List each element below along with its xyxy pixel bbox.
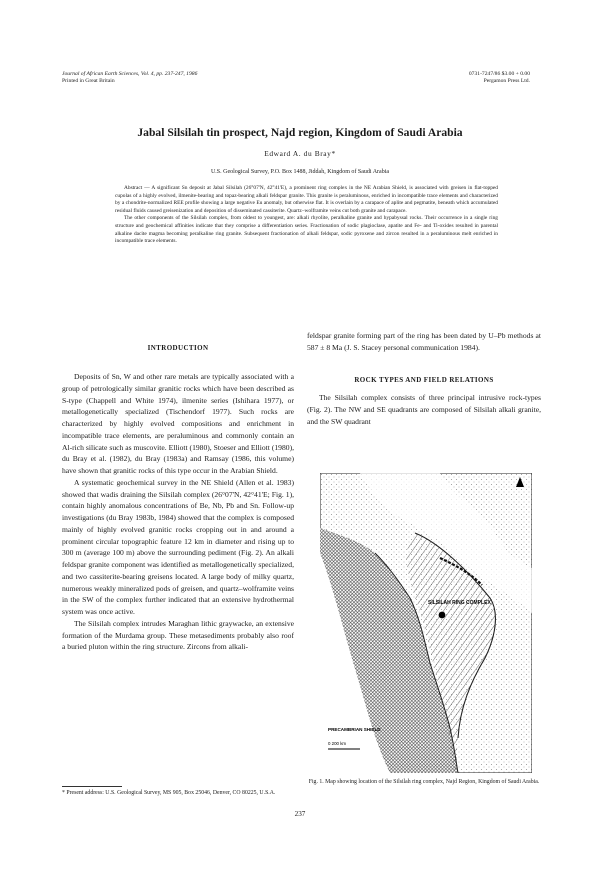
- silsilah-location-marker: [439, 612, 446, 619]
- journal-header-right: [350, 71, 530, 85]
- map-label-ring: SILSILAH RING COMPLEX: [428, 600, 491, 606]
- abstract-paragraph: The other components of the Silsilah complex, from oldest to youngest, are: alkali rhyolite, peralkaline granite and hypabyssal rocks. Their occurrence in a single ring structure and geochemical affinities indicate that they comprise a differentiation series. Fractionation of sodic plagioclase, apatite and Fe- and Ti-oxides resulted in parental alkaline dacite magma becoming peralkaline ring granite. Subsequent fractionation of alkali feldspar, sodic pyroxene and zircon resulted in a peraluminous melt enriched in incompatible trace elements.: [115, 215, 498, 245]
- footnote-rule: [62, 786, 122, 787]
- author-affiliation: U.S. Geological Survey, P.O. Box 1488, Jiddah, Kingdom of Saudi Arabia: [210, 169, 390, 175]
- journal-citation: Journal of African Earth Sciences, Vol. 4, pp. 237-247, 1986: [62, 71, 198, 77]
- body-paragraph: feldspar granite forming part of the ring has been dated by U–Pb methods at 587 ± 8 Ma (J. S. Stacey personal communication 1984).: [307, 331, 541, 352]
- rock-types-heading: ROCK TYPES AND FIELD RELATIONS: [354, 376, 494, 384]
- map-label-shield: PRECAMBRIAN SHIELD: [328, 727, 381, 732]
- map-scale-label: 0 200 km: [328, 741, 347, 746]
- print-location: Printed in Great Britain: [62, 78, 115, 84]
- right-column-text: [307, 392, 541, 427]
- article-title: Jabal Silsilah tin prospect, Najd region, Kingdom of Saudi Arabia: [137, 126, 463, 139]
- introduction-heading: INTRODUCTION: [147, 344, 209, 352]
- left-column-text: [62, 371, 294, 653]
- body-paragraph: A systematic geochemical survey in the NE Shield (Allen et al. 1983) showed that wadis draining the Silsilah complex (26°07'N, 42°41'E; Fig. 1), contain highly anomalous concentrations of Be, Nb, Pb and Sn. Follow-up investigations (du Bray 1983b, 1984) showed that the complex is composed mainly of highly evolved granitic rocks cropping out in and around a prominent circular topographic feature 12 km in diameter and rising up to 300 m (average 100 m) above the surrounding pediment (Fig. 2). An alkali feldspar granite component was identified as metallogenetically specialized, and two cassiterite-bearing greisens located. A large body of milky quartz, numerous weakly mineralized pods of greisen, and quartz–wolframite veins in the SW of the complex further indicated that an extensive hydrothermal system was once active.: [62, 477, 294, 616]
- figure-caption: Fig. 1. Map showing location of the Silsilah ring complex, Najd Region, Kingdom of Saudi Arabia.: [308, 779, 540, 785]
- journal-header-left: [62, 71, 312, 85]
- page-number: 237: [294, 810, 306, 818]
- body-paragraph: Deposits of Sn, W and other rare metals are typically associated with a group of petrologically similar granitic rocks which have been described as S-type (Chappell and White 1974), ilmenite series (Ishihara 1977), or metallogenetically specialized (Tischendorf 1977). Such rocks are characterized by highly evolved compositions and enrichment in incompatible trace elements, are peraluminous and commonly contain an Al-rich silicate such as muscovite. Elliott (1980), Stoeser and Elliott (1980), du Bray et al. (1982), du Bray (1983a) and Ramsay (1986, this volume) have shown that granitic rocks of this type occur in the Arabian Shield.: [62, 372, 294, 475]
- author-footnote: * Present address: U.S. Geological Survey, MS 905, Box 25046, Denver, CO 80225, U.S.A.: [62, 790, 276, 796]
- body-paragraph: The Silsilah complex intrudes Maraghan lithic graywacke, an extensive formation of the Murdama group. These metasediments probably also roof a buried pluton within the ring structure. Zircons from alkali-: [62, 618, 294, 652]
- right-column-continuation: [307, 330, 541, 354]
- abstract-paragraph: Abstract — A significant Sn deposit at Jabal Silsilah (26°07'N, 42°41'E), a prominent ring complex in the NE Arabian Shield, is associated with greisen in flat-topped cupolas of a highly evolved, ilmenite-bearing and topaz-bearing alkali feldspar granite. This granite is peraluminous, enriched in incompatible trace elements and characterized by a chondrite-normalized REE profile showing a large negative Eu anomaly, but otherwise flat. It is overlain by a carapace of aplite and pegmatite, beneath which accumulated residual fluids caused greisenization and deposition of disseminated cassiterite. Quartz–wolframite veins cut both granite and carapace.: [115, 185, 498, 214]
- article-author: Edward A. du Bray*: [264, 149, 336, 158]
- location-map-figure: [320, 473, 532, 773]
- issn-price: 0731-7247/86 $3.00 + 0.00: [468, 71, 530, 77]
- publisher: Pergamon Press Ltd.: [483, 78, 530, 84]
- body-paragraph: The Silsilah complex consists of three principal intrusive rock-types (Fig. 2). The NW and SE quadrants are composed of Silsilah alkali granite, and the SW quadrant: [307, 393, 541, 426]
- abstract: [115, 185, 498, 246]
